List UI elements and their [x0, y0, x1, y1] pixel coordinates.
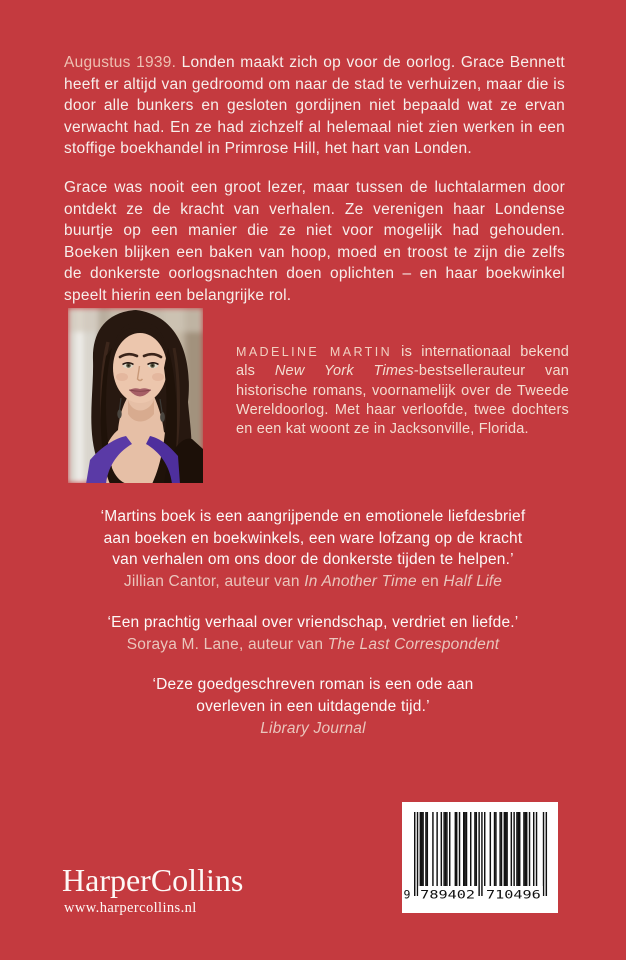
cheek-blush: [116, 373, 128, 381]
barcode: [402, 802, 558, 913]
barcode-digits: 9: [403, 887, 411, 902]
cheek-blush: [152, 373, 164, 381]
bio-text-rest: -bestsellerauteur van historische romans, voornamelijk over de Tweede Wereldoorlog. Met haar verloofde, twee dochters en een kat woont ze in Jacksonville, Florida.: [236, 363, 569, 438]
attribution-text: en: [416, 573, 444, 591]
quote-block-2: [28, 612, 598, 655]
synopsis: [64, 52, 565, 307]
quote-line: ‘Een prachtig verhaal over vriendschap, verdriet en liefde.’: [107, 613, 519, 631]
quote-block-1: [28, 506, 598, 593]
barcode-svg: [402, 802, 558, 913]
attribution-text: Jillian Cantor, auteur van: [123, 573, 305, 591]
bio-text: is internationaal bekend als: [236, 344, 569, 380]
publisher-logo: HarperCollins: [62, 862, 244, 898]
attribution-text: Soraya M. Lane, auteur van: [126, 635, 328, 653]
author-bio: [236, 308, 569, 483]
quotes-section: [28, 506, 598, 758]
quote-attribution: [28, 718, 598, 740]
author-name: MADELINE MARTIN: [236, 345, 392, 359]
quote-attribution: [28, 634, 598, 656]
bio-work-title: New York Times: [274, 363, 414, 380]
attribution-work-title: In Another Time: [304, 573, 417, 591]
author-section: [68, 308, 569, 483]
author-photo: [68, 308, 203, 483]
quote-line: aan boeken en boekwinkels, een ware lofzang op de kracht: [103, 529, 523, 547]
synopsis-paragraph-1-text: Londen maakt zich op voor de oorlog. Grace Bennett heeft er altijd van gedroomd om naar de stad te verhuizen, maar die is door alle bunkers en gesloten gordijnen niet bepaald wat ze ervan verwacht had. En ze had zichzelf al helemaal niet zien werken in een stoffige boekhandel in Primrose Hill, het hart van Londen.: [64, 54, 565, 158]
attribution-work-title: The Last Correspondent: [327, 635, 500, 653]
synopsis-paragraph-1: [64, 52, 565, 160]
attribution-work-title: Library Journal: [260, 719, 366, 737]
barcode-digits: 789402: [420, 887, 475, 902]
quote-block-3: [28, 674, 598, 739]
quote-line: van verhalen om ons door de donkerste tijden te helpen.’: [112, 551, 514, 569]
quote-attribution: [28, 571, 598, 593]
attribution-work-title: Half Life: [443, 573, 503, 591]
publisher-website: www.harpercollins.nl: [64, 900, 197, 916]
barcode-digits: 710496: [486, 887, 541, 902]
quote-line: ‘Deze goedgeschreven roman is een ode aan: [152, 676, 474, 694]
quote-line: overleven in een uitdagende tijd.’: [196, 697, 430, 715]
synopsis-date-accent: Augustus 1939.: [64, 54, 177, 71]
quote-line: ‘Martins boek is een aangrijpende en emotionele liefdesbrief: [100, 508, 526, 525]
synopsis-paragraph-2: Grace was nooit een groot lezer, maar tussen de luchtalarmen door ontdekt ze de kracht van verhalen. Ze verenigen haar Londense buurtje op een manier die ze niet voor mogelijk had gehouden. Boeken blijken een baken van hoop, moed en troost te zijn die zelfs de donkerste oorlogsnachten doen oplichten – en haar boekwinkel speelt hierin een belangrijke rol.: [64, 178, 565, 304]
